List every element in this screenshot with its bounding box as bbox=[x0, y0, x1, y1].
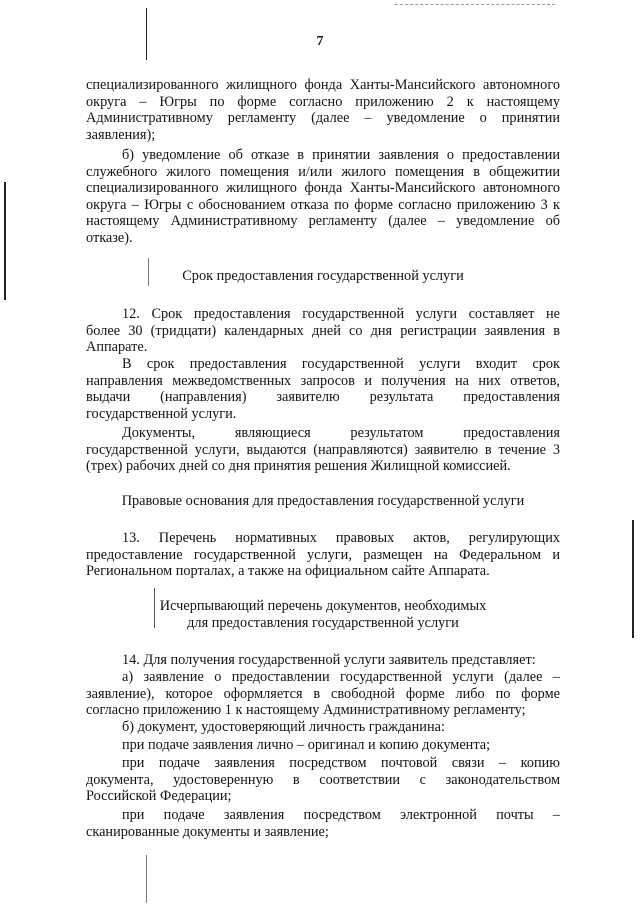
paragraph-13 bbox=[86, 530, 560, 580]
text-line: при подаче заявления лично – оригинал и копию документа; bbox=[122, 737, 491, 753]
text-line: настоящему Административному регламенту (далее – уведомление об bbox=[86, 213, 560, 230]
scan-artifact-mark bbox=[146, 855, 147, 903]
text-line: при подаче заявления посредством электронной почты – bbox=[122, 807, 560, 823]
paragraph-in-person bbox=[86, 737, 560, 754]
section-heading: Правовые основания для предоставления государственной услуги bbox=[121, 493, 525, 509]
paragraph-by-email bbox=[86, 807, 560, 840]
text-line: выдачи (направления) заявителю результата предоставления bbox=[86, 389, 560, 406]
heading-line: для предоставления государственной услуги bbox=[187, 615, 459, 631]
text-line: а) заявление о предоставлении государственной услуги (далее – bbox=[122, 669, 560, 685]
text-line: б) уведомление об отказе в принятии заявления о предоставлении bbox=[122, 147, 560, 163]
text-line: при подаче заявления посредством почтовой связи – копию bbox=[122, 755, 560, 771]
text-line: 12. Срок предоставления государственной услуги составляет не bbox=[122, 306, 560, 322]
text-line: Региональном порталах, а также на официальном сайте Аппарата. bbox=[86, 563, 490, 580]
text-line: государственной услуги. bbox=[86, 405, 237, 422]
paragraph-item-b bbox=[86, 719, 560, 736]
text-line: специализированного жилищного фонда Ханты-Мансийского автономного bbox=[86, 77, 560, 93]
text-line: специализированного жилищного фонда Ханты-Мансийского автономного bbox=[86, 180, 560, 197]
scan-artifact-mark bbox=[632, 520, 634, 638]
text-line: служебного жилого помещения и/или жилого помещения в общежитии bbox=[86, 163, 560, 180]
paragraph-by-mail bbox=[86, 755, 560, 805]
text-line: заявления); bbox=[86, 126, 156, 143]
text-line: направления межведомственных запросов и получения на них ответов, bbox=[86, 372, 560, 389]
text-line: округа – Югры по форме согласно приложению 2 к настоящему bbox=[86, 93, 560, 110]
text-line: Административному регламенту (далее – уведомление о принятии bbox=[86, 110, 560, 127]
text-line: В срок предоставления государственной услуги входит срок bbox=[122, 356, 560, 372]
paragraph-14 bbox=[86, 652, 560, 669]
paragraph-12 bbox=[86, 306, 560, 356]
section-heading bbox=[86, 598, 560, 632]
text-line: отказе). bbox=[86, 229, 133, 246]
paragraph-continuation bbox=[86, 77, 560, 143]
heading-line: Исчерпывающий перечень документов, необходимых bbox=[159, 598, 487, 614]
text-line: Документы, являющиеся результатом предоставления bbox=[122, 425, 560, 441]
paragraph-refusal-notice bbox=[86, 147, 560, 247]
text-line: заявление), которое оформляется в свободной форме либо по форме bbox=[86, 685, 560, 702]
text-line: государственной услуги, выдаются (направляются) заявителю в течение 3 bbox=[86, 441, 560, 458]
text-line: согласно приложению 1 к настоящему Административному регламенту; bbox=[86, 702, 526, 719]
section-heading: Срок предоставления государственной услуги bbox=[182, 268, 464, 284]
text-line: сканированные документы и заявление; bbox=[86, 823, 329, 840]
text-line: предоставление государственной услуги, размещен на Федеральном и bbox=[86, 546, 560, 563]
page-number: 7 bbox=[316, 34, 324, 49]
text-line: Аппарате. bbox=[86, 339, 148, 356]
text-line: (трех) рабочих дней со дня принятия решения Жилищной комиссией. bbox=[86, 458, 511, 475]
paragraph-item-a bbox=[86, 669, 560, 719]
scan-artifact-line bbox=[395, 4, 555, 6]
text-line: округа – Югры с обоснованием отказа по форме согласно приложению 3 к bbox=[86, 196, 560, 213]
text-line: 14. Для получения государственной услуги заявитель представляет: bbox=[122, 652, 536, 668]
text-line: документа, удостоверенную в соответствии с законодательством bbox=[86, 771, 560, 788]
text-line: б) документ, удостоверяющий личность гражданина: bbox=[122, 719, 445, 735]
scan-artifact-mark bbox=[4, 182, 6, 300]
paragraph-term bbox=[86, 356, 560, 422]
text-line: 13. Перечень нормативных правовых актов, регулирующих bbox=[122, 530, 560, 546]
paragraph-result-documents bbox=[86, 425, 560, 475]
text-line: Российской Федерации; bbox=[86, 788, 232, 805]
text-line: более 30 (тридцати) календарных дней со дня регистрации заявления в bbox=[86, 322, 560, 339]
